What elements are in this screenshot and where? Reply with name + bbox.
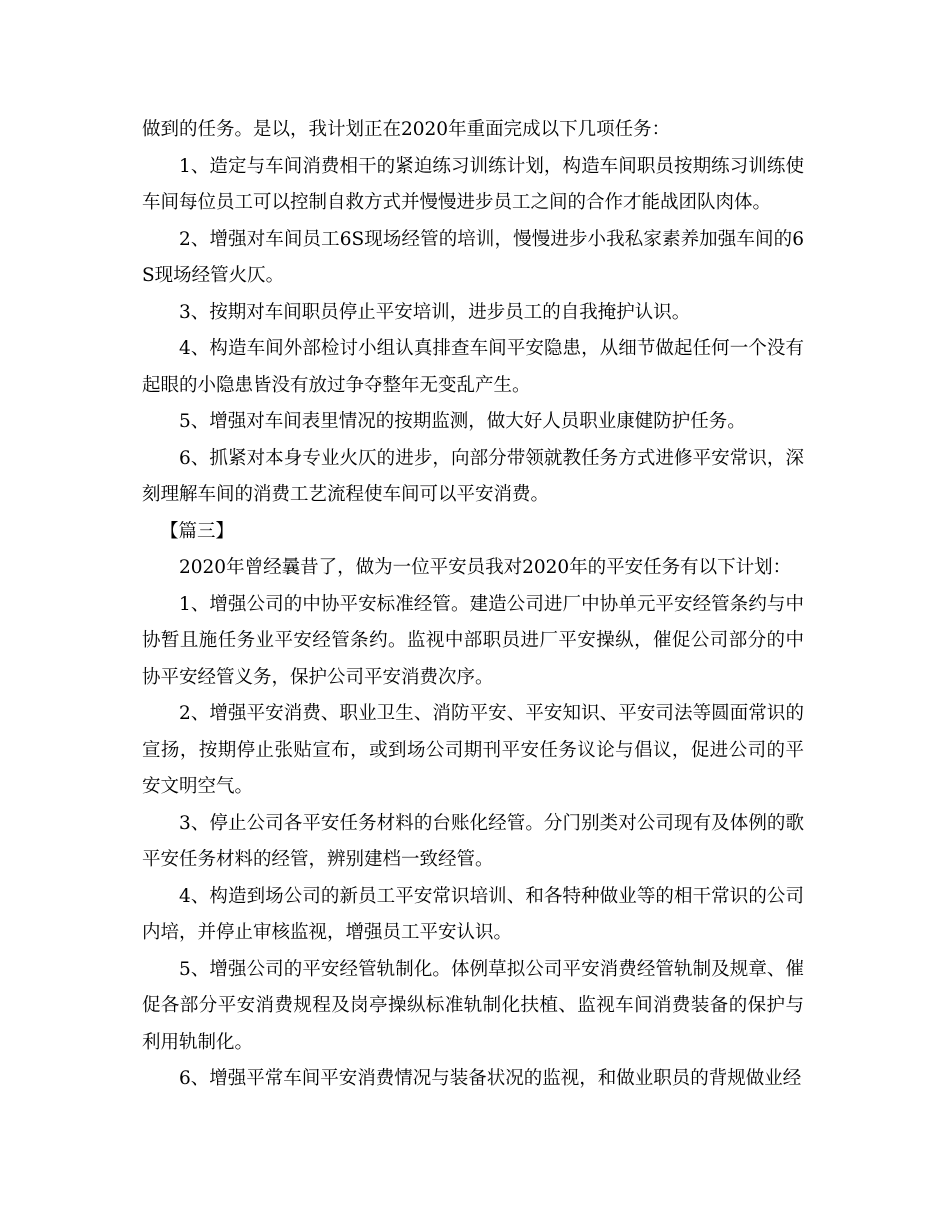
paragraph-item-1: 1、造定与车间消费相干的紧迫练习训练计划，构造车间职员按期练习训练使车间每位员工可以控制自救方式并慢慢进步员工之间的合作才能战团队肉体。 [142, 155, 804, 213]
paragraph-item-6: 6、抓紧对本身专业火仄的进步，向部分带领就教任务方式进修平安常识，深刻理解车间的消费工艺流程使车间可以平安消费。 [142, 447, 804, 505]
section-heading: 【篇三】 [160, 520, 235, 542]
paragraph-intro: 2020年曾经曩昔了，做为一位平安员我对2020年的平安任务有以下计划： [179, 557, 792, 578]
paragraph-item-1b: 1、增强公司的中协平安标准经管。建造公司进厂中协单元平安经管条约与中协暂且施任务业平安经管条约。监视中部职员进厂平安操纵，催促公司部分的中协平安经管义务，保护公司平安消费次序。 [142, 593, 804, 688]
paragraph-item-2: 2、增强对车间员工6S现场经管的培训，慢慢进步小我私家素养加强车间的6S现场经管火仄。 [142, 228, 804, 286]
paragraph-item-2b: 2、增强平安消费、职业卫生、消防平安、平安知识、平安司法等圆面常识的宣扬，按期停止张贴宣布，或到场公司期刊平安任务议论与倡议，促进公司的平安文明空气。 [142, 703, 804, 797]
paragraph-item-3b: 3、停止公司各平安任务材料的台账化经管。分门别类对公司现有及体例的歌平安任务材料的经管，辨别建档一致经管。 [142, 812, 804, 870]
paragraph-item-5: 5、增强对车间表里情况的按期监测，做大好人员职业康健防护任务。 [179, 411, 746, 432]
paragraph-item-5b: 5、增强公司的平安经管轨制化。体例草拟公司平安消费经管轨制及规章、催促各部分平安消费规程及岗亭操纵标准轨制化扶植、监视车间消费装备的保护与利用轨制化。 [142, 958, 804, 1053]
paragraph-item-3: 3、按期对车间职员停止平安培训，进步员工的自我掩护认识。 [179, 301, 691, 323]
paragraph-continuation: 做到的任务。是以，我计划正在2020年重面完成以下几项任务： [142, 119, 671, 140]
document-page [142, 112, 804, 1098]
paragraph-item-6b: 6、增强平常车间平安消费情况与装备状况的监视，和做业职员的背规做业经 [179, 1068, 802, 1089]
paragraph-item-4: 4、构造车间外部检讨小组认真排查车间平安隐患，从细节做起任何一个没有起眼的小隐患皆没有放过争夺整年无变乱产生。 [142, 338, 804, 396]
paragraph-item-4b: 4、构造到场公司的新员工平安常识培训、和各特种做业等的相干常识的公司内培，并停止审核监视，增强员工平安认识。 [142, 885, 804, 943]
